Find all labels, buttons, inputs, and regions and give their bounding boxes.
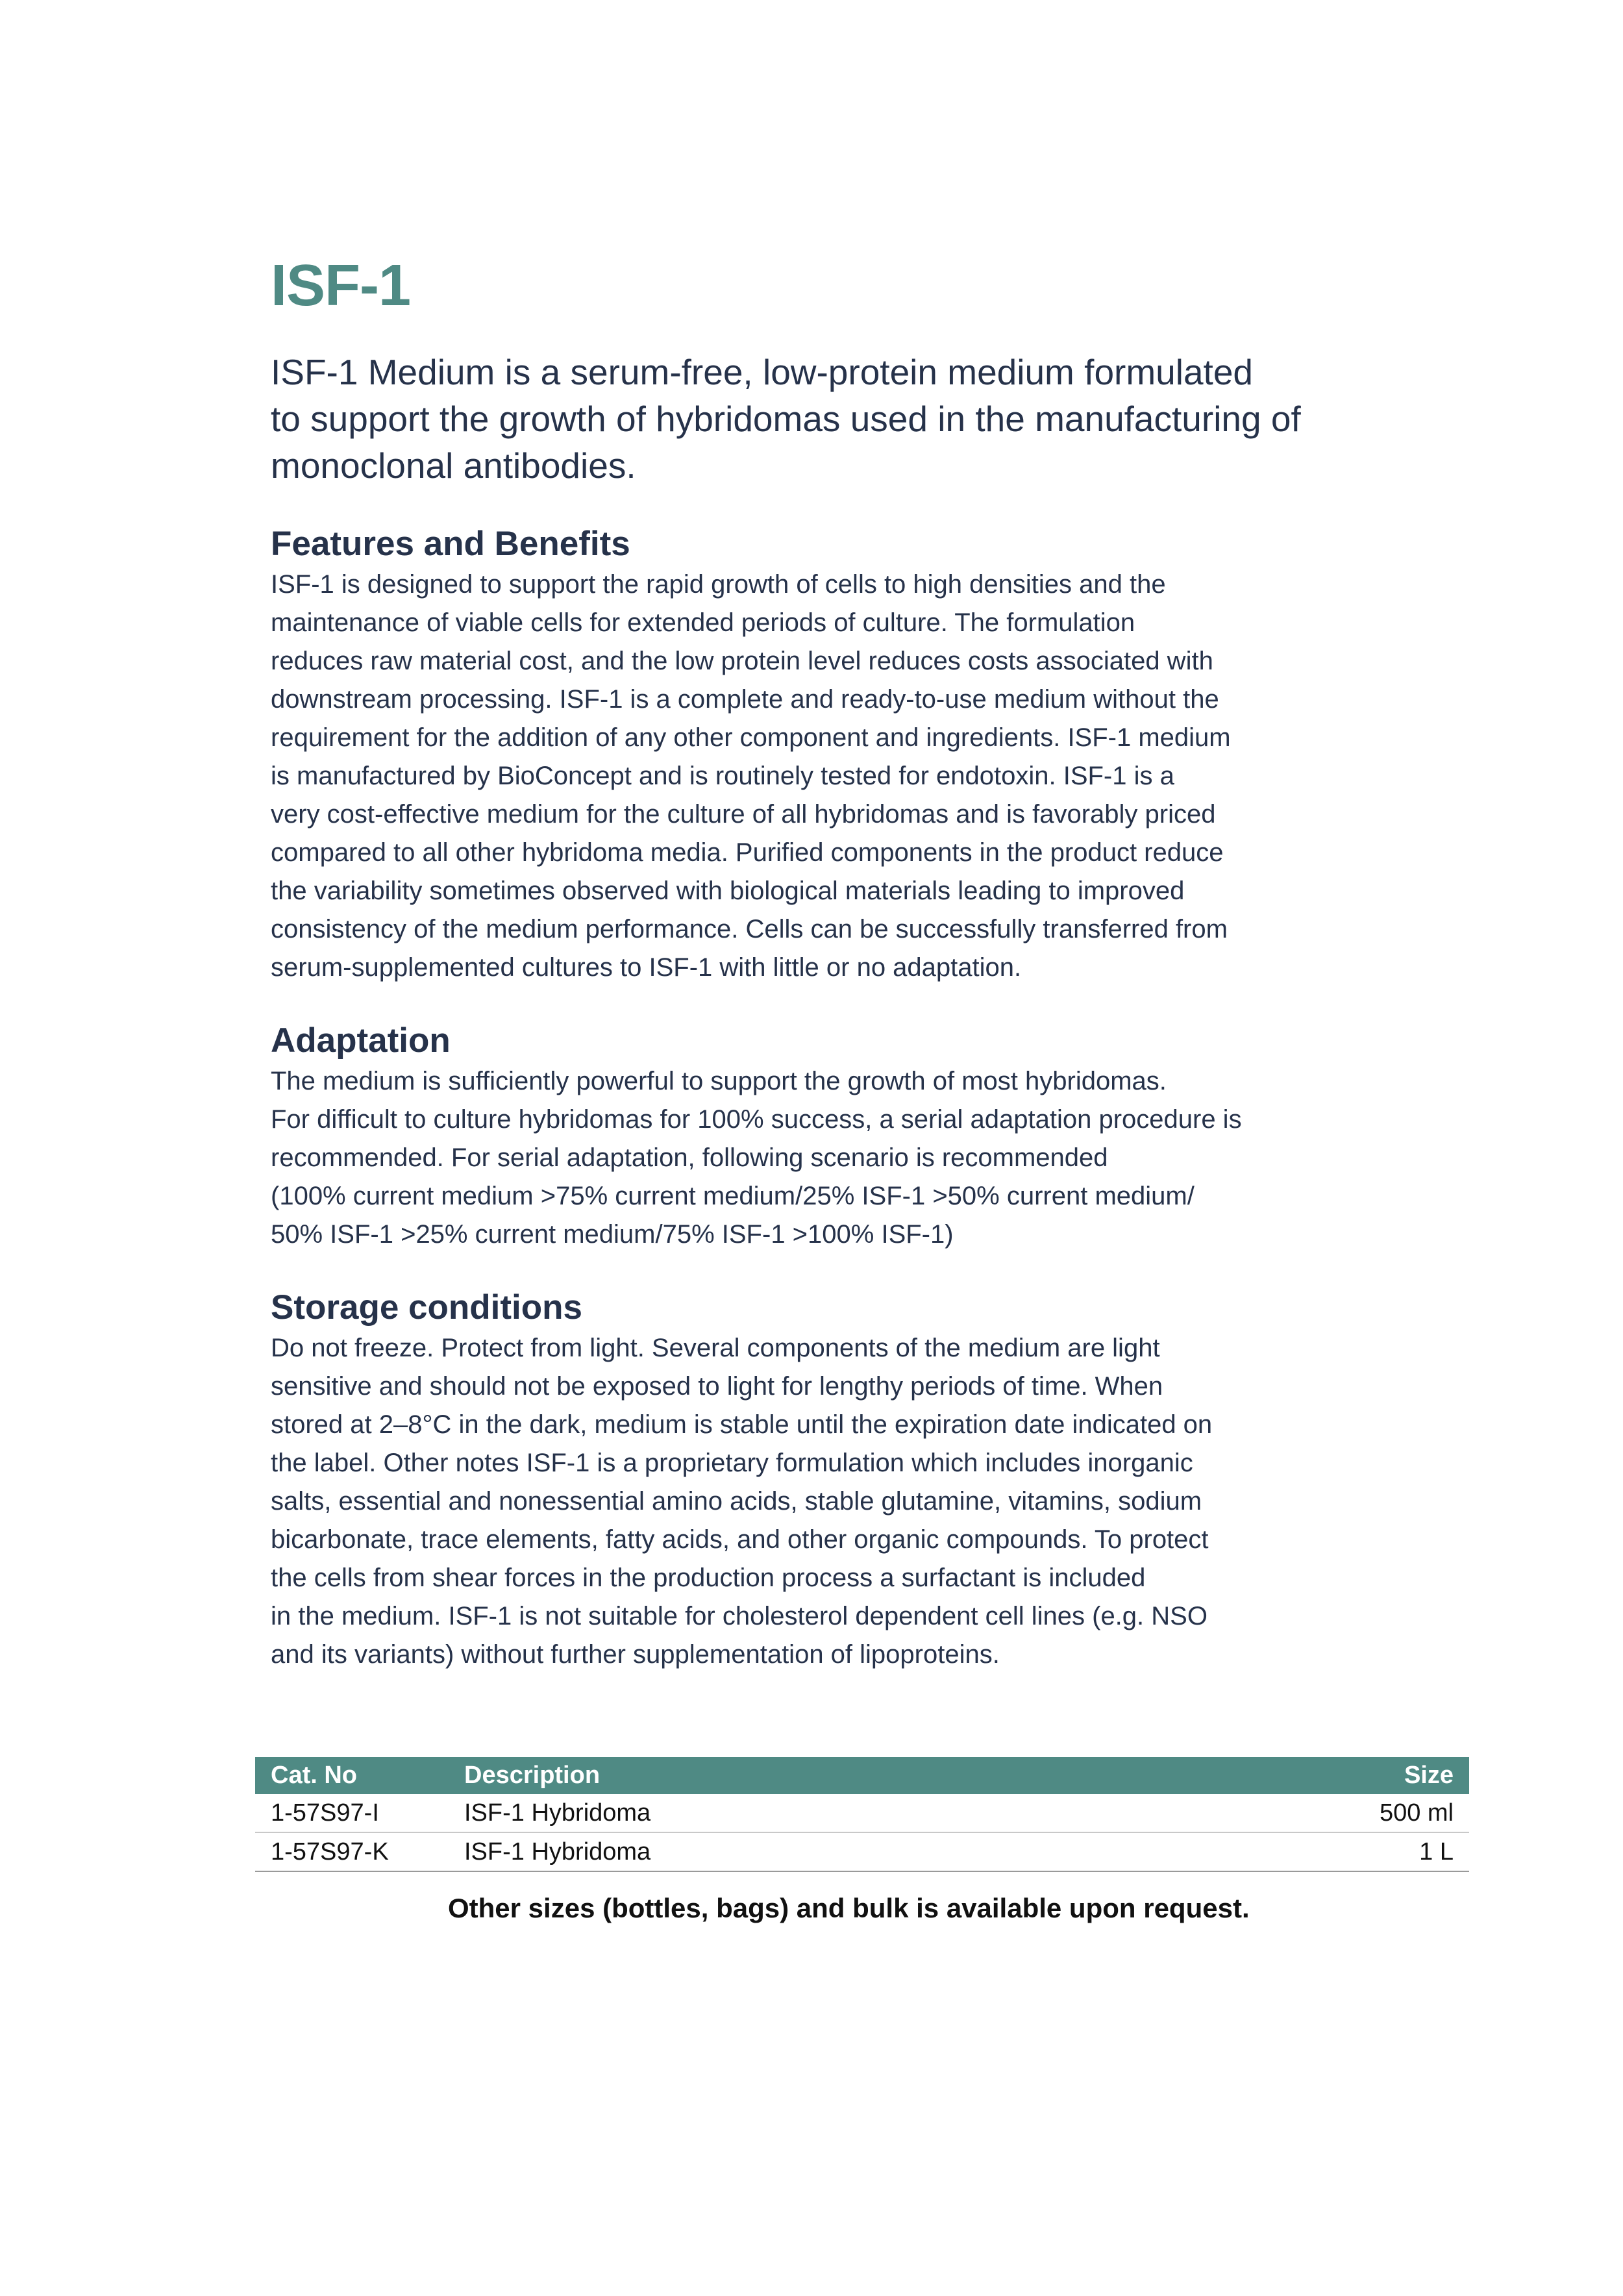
adaptation-line: The medium is sufficiently powerful to support the growth of most hybridomas. [271, 1067, 1167, 1095]
features-line: very cost-effective medium for the culture of all hybridomas and is favorably priced [271, 800, 1216, 829]
document-body [271, 250, 1342, 1674]
cell-size: 500 ml [1308, 1794, 1469, 1832]
table-header-row [255, 1757, 1469, 1794]
header-cat-no: Cat. No [255, 1757, 449, 1794]
features-line: reduces raw material cost, and the low protein level reduces costs associated with [271, 647, 1213, 675]
storage-paragraph [271, 1329, 1342, 1674]
adaptation-heading: Adaptation [271, 1021, 451, 1060]
intro-line: monoclonal antibodies. [271, 445, 636, 486]
features-line: requirement for the addition of any other component and ingredients. ISF-1 medium [271, 723, 1231, 752]
intro-line: to support the growth of hybridomas used in the manufacturing of [271, 399, 1301, 439]
storage-line: bicarbonate, trace elements, fatty acids, and other organic compounds. To protect [271, 1525, 1209, 1554]
header-description: Description [449, 1757, 1308, 1794]
availability-note: Other sizes (bottles, bags) and bulk is available upon request. [448, 1893, 1250, 1923]
adaptation-section [271, 1019, 1342, 1254]
adaptation-line: recommended. For serial adaptation, following scenario is recommended [271, 1143, 1108, 1172]
storage-line: in the medium. ISF-1 is not suitable for cholesterol dependent cell lines (e.g. NSO [271, 1602, 1208, 1630]
features-line: the variability sometimes observed with biological materials leading to improved [271, 877, 1185, 905]
intro-line: ISF-1 Medium is a serum-free, low-protein medium formulated [271, 352, 1254, 392]
storage-line: stored at 2–8°C in the dark, medium is stable until the expiration date indicated on [271, 1410, 1213, 1439]
features-line: is manufactured by BioConcept and is routinely tested for endotoxin. ISF-1 is a [271, 762, 1174, 790]
features-line: serum-supplemented cultures to ISF-1 with little or no adaptation. [271, 953, 1022, 982]
adaptation-paragraph [271, 1062, 1342, 1254]
page-title: ISF-1 [271, 253, 411, 318]
cell-size: 1 L [1308, 1832, 1469, 1871]
features-line: maintenance of viable cells for extended periods of culture. The formulation [271, 608, 1135, 637]
cell-cat-no: 1-57S97-I [255, 1794, 449, 1832]
storage-line: and its variants) without further supplementation of lipoproteins. [271, 1640, 1000, 1669]
adaptation-line: (100% current medium >75% current medium/25% ISF-1 >50% current medium/ [271, 1182, 1195, 1210]
cell-cat-no: 1-57S97-K [255, 1832, 449, 1871]
cell-description: ISF-1 Hybridoma [449, 1832, 1308, 1871]
storage-line: Do not freeze. Protect from light. Several components of the medium are light [271, 1334, 1160, 1362]
storage-line: sensitive and should not be exposed to light for lengthy periods of time. When [271, 1372, 1163, 1401]
product-table [255, 1757, 1469, 1872]
intro-paragraph [271, 349, 1342, 489]
adaptation-line: For difficult to culture hybridomas for 100% success, a serial adaptation procedure is [271, 1105, 1242, 1134]
storage-section [271, 1286, 1342, 1674]
table-row [255, 1832, 1469, 1871]
storage-line: the cells from shear forces in the production process a surfactant is included [271, 1564, 1146, 1592]
features-paragraph [271, 566, 1342, 987]
storage-line: the label. Other notes ISF-1 is a proprietary formulation which includes inorganic [271, 1449, 1193, 1477]
features-heading: Features and Benefits [271, 525, 630, 563]
storage-line: salts, essential and nonessential amino acids, stable glutamine, vitamins, sodium [271, 1487, 1202, 1516]
features-line: ISF-1 is designed to support the rapid growth of cells to high densities and the [271, 570, 1166, 599]
features-line: consistency of the medium performance. Cells can be successfully transferred from [271, 915, 1228, 943]
features-line: downstream processing. ISF-1 is a complete and ready-to-use medium without the [271, 685, 1219, 714]
cell-description: ISF-1 Hybridoma [449, 1794, 1308, 1832]
features-line: compared to all other hybridoma media. Purified components in the product reduce [271, 838, 1224, 867]
storage-heading: Storage conditions [271, 1288, 582, 1327]
adaptation-line: 50% ISF-1 >25% current medium/75% ISF-1 >100% ISF-1) [271, 1220, 954, 1249]
header-size: Size [1308, 1757, 1469, 1794]
table-row [255, 1794, 1469, 1832]
features-section [271, 523, 1342, 987]
